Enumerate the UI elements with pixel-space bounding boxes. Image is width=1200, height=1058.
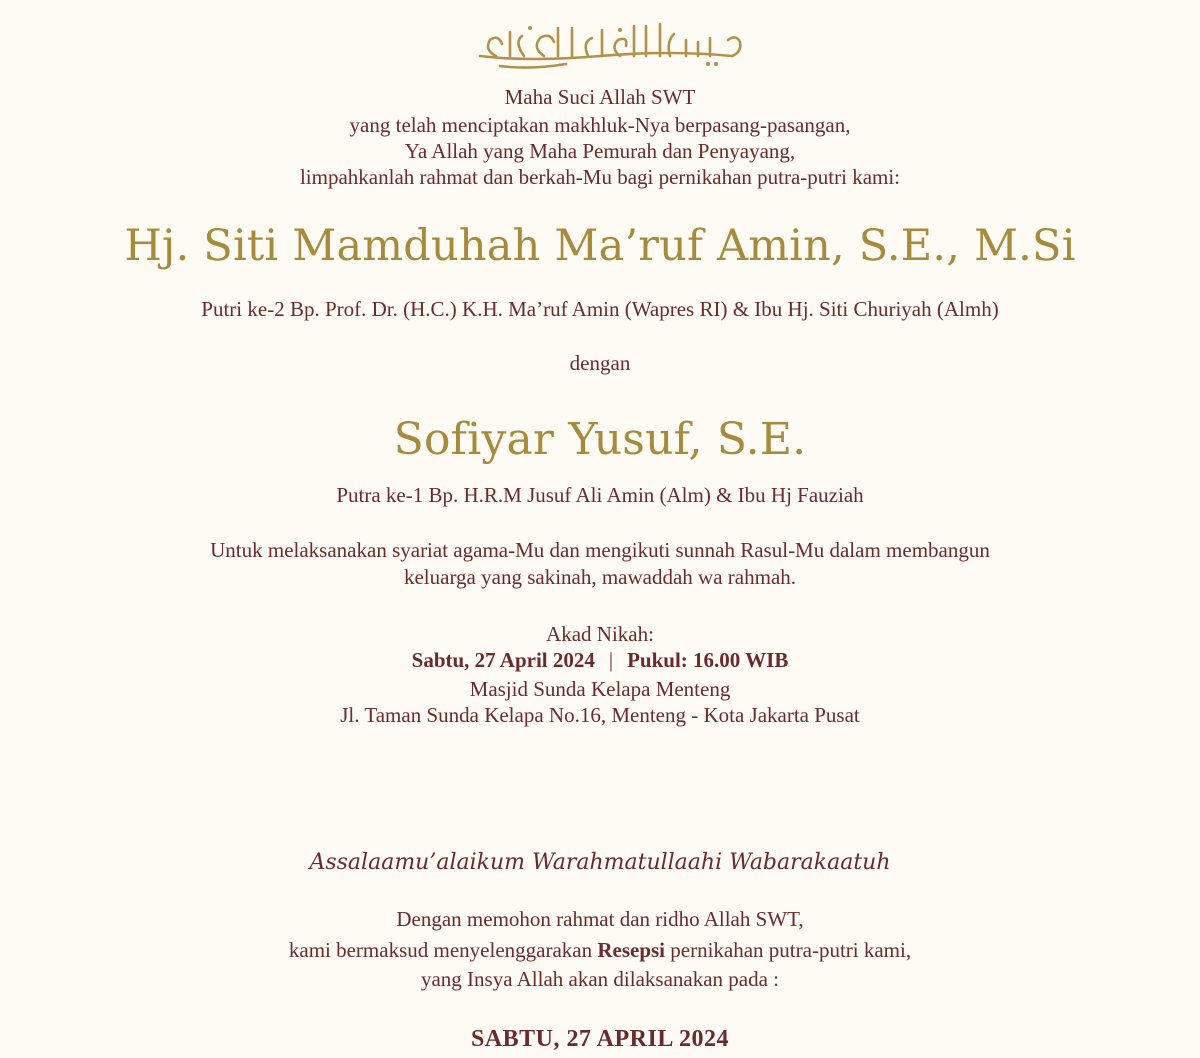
akad-separator: | bbox=[608, 648, 614, 672]
intro-line-4: limpahkanlah rahmat dan berkah-Mu bagi pernikahan putra-putri kami: bbox=[299, 165, 901, 189]
akad-title: Akad Nikah: bbox=[546, 622, 654, 646]
bismillah-calligraphy-icon bbox=[470, 12, 750, 72]
purpose-line-2: keluarga yang sakinah, mawaddah wa rahmah. bbox=[403, 565, 797, 589]
connector-text: dengan bbox=[569, 351, 631, 375]
bride-name: Hj. Siti Mamduhah Ma’ruf Amin, S.E., M.Si bbox=[124, 221, 1076, 271]
salam-greeting: Assalaamu’alaikum Warahmatullaahi Wabarakaatuh bbox=[309, 850, 891, 875]
reception-line-2-end: pernikahan putra-putri kami, bbox=[665, 938, 912, 962]
bride-parents: Putri ke-2 Bp. Prof. Dr. (H.C.) K.H. Ma’ruf Amin (Wapres RI) & Ibu Hj. Siti Churiyah (Almh) bbox=[201, 297, 999, 321]
reception-highlight: Resepsi bbox=[597, 938, 666, 962]
akad-date-time bbox=[0, 647, 1200, 674]
intro-line-2: yang telah menciptakan makhluk-Nya berpasang-pasangan, bbox=[349, 113, 851, 137]
akad-date: Sabtu, 27 April 2024 bbox=[411, 648, 595, 672]
akad-venue: Masjid Sunda Kelapa Menteng bbox=[469, 677, 731, 701]
purpose-line-1: Untuk melaksanakan syariat agama-Mu dan mengikuti sunnah Rasul-Mu dalam membangun bbox=[210, 538, 990, 562]
groom-parents: Putra ke-1 Bp. H.R.M Jusuf Ali Amin (Alm) & Ibu Hj Fauziah bbox=[336, 483, 864, 507]
intro-line-3: Ya Allah yang Maha Pemurah dan Penyayang, bbox=[404, 139, 796, 163]
reception-date: SABTU, 27 APRIL 2024 bbox=[470, 1026, 730, 1052]
reception-line-2 bbox=[0, 937, 1200, 964]
reception-line-2-start: kami bermaksud menyelenggarakan bbox=[288, 938, 598, 962]
intro-line-1: Maha Suci Allah SWT bbox=[504, 85, 696, 109]
akad-time: Pukul: 16.00 WIB bbox=[627, 648, 789, 672]
groom-name: Sofiyar Yusuf, S.E. bbox=[393, 414, 807, 465]
akad-address: Jl. Taman Sunda Kelapa No.16, Menteng - Kota Jakarta Pusat bbox=[340, 703, 860, 727]
reception-line-3: yang Insya Allah akan dilaksanakan pada : bbox=[420, 967, 780, 991]
reception-line-1: Dengan memohon rahmat dan ridho Allah SWT, bbox=[396, 907, 804, 931]
